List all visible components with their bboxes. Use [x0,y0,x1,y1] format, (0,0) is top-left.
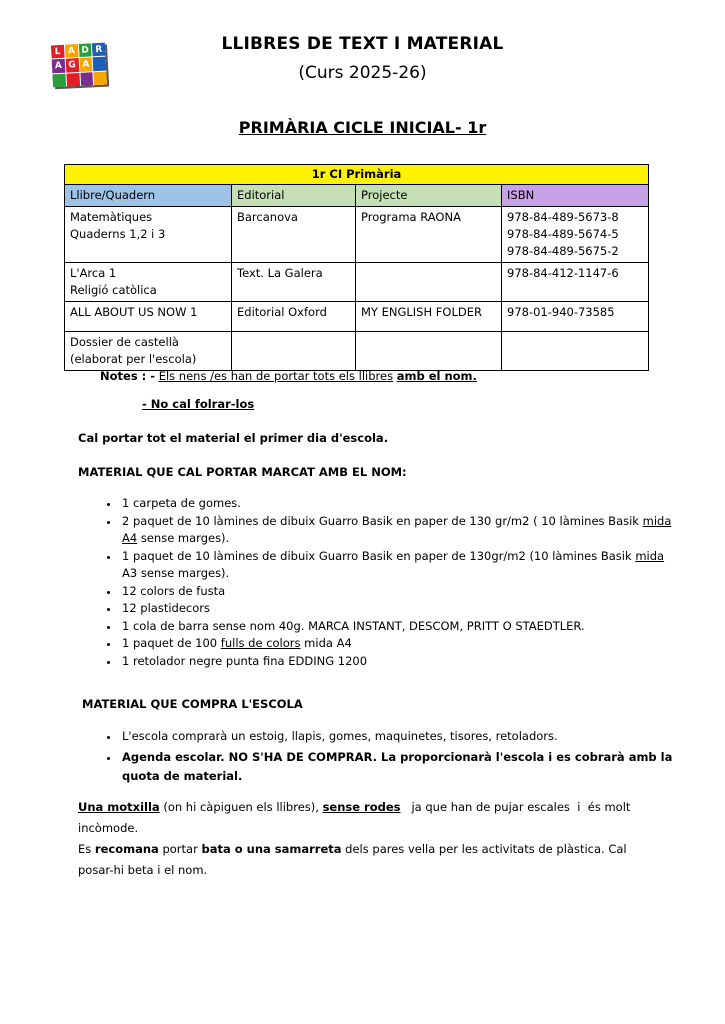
cell-isbn: 978-84-412-1147-6 [502,263,649,302]
material-marked-heading: MATERIAL QUE CAL PORTAR MARCAT AMB EL NOM: [78,465,407,479]
logo-tile: A [79,58,92,72]
logo-tile: R [92,43,105,57]
logo-tile: D [78,43,91,57]
list-item: • 1 paquet de 10 làmines de dibuix Guarro Basik en paper de 130gr/m2 (10 làmines Basik mida A3 sense marges). [120,548,680,583]
column-header-isbn: ISBN [502,185,649,207]
cell-editorial: Barcanova [232,207,356,263]
table-row [65,263,649,302]
note-no-cover: - No cal folrar-los [142,397,255,411]
cell-book: ALL ABOUT US NOW 1 [65,302,232,332]
list-item: • 1 carpeta de gomes. [120,495,680,513]
first-day-note: Cal portar tot el material el primer dia d'escola. [78,431,389,445]
cell-isbn: 978-84-489-5673-8 978-84-489-5674-5 978-84-489-5675-2 [502,207,649,263]
cell-project [356,263,502,302]
page-title: LLIBRES DE TEXT I MATERIAL [221,34,504,54]
column-header-book: Llibre/Quadern [65,185,232,207]
table-row [65,332,649,371]
cell-project: MY ENGLISH FOLDER [356,302,502,332]
note-books-bold: amb el nom. [396,369,477,383]
cell-project: Programa RAONA [356,207,502,263]
list-item: • Agenda escolar. NO S'HA DE COMPRAR. La proporcionarà l'escola i es cobrarà amb la quota de material. [120,748,680,786]
list-item: • 1 cola de barra sense nom 40g. MARCA INSTANT, DESCOM, PRITT O STAEDTLER. [120,618,680,636]
list-item: • 1 paquet de 100 fulls de colors mida A4 [120,635,680,653]
table-row [65,207,649,263]
backpack-paragraph: Una motxilla (on hi càpiguen els llibres), sense rodes ja que han de pujar escales i és molt incòmode. [78,800,635,835]
cell-editorial: Text. La Galera [232,263,356,302]
cell-project [356,332,502,371]
list-item: • L'escola comprarà un estoig, llapis, gomes, maquinetes, tisores, retoladors. [120,727,680,746]
column-header-project: Projecte [356,185,502,207]
logo-tile: G [65,58,78,72]
list-item: • 12 colors de fusta [120,583,680,601]
material-marked-list [78,495,680,670]
books-table [64,164,649,371]
list-item: • 12 plastidecors [120,600,680,618]
cell-isbn: 978-01-940-73585 [502,302,649,332]
course-year: (Curs 2025-26) [298,63,427,83]
cell-editorial [232,332,356,371]
cell-book: Matemàtiques Quaderns 1,2 i 3 [65,207,232,263]
logo-tile: A [52,59,65,73]
note-books-underlined: Els nens /es han de portar tots els llibres [158,369,394,383]
cell-editorial: Editorial Oxford [232,302,356,332]
smock-paragraph: Es recomana portar bata o una samarreta dels pares vella per les activitats de plàstica. Cal posar-hi beta i el nom. [78,842,627,877]
logo-tile: L [51,45,64,59]
section-title: PRIMÀRIA CICLE INICIAL- 1r [238,118,487,137]
list-item: • 2 paquet de 10 làmines de dibuix Guarro Basik en paper de 130 gr/m2 ( 10 làmines Basik mida A4 sense marges). [120,513,680,548]
notes [100,369,477,383]
logo-tile: A [65,44,78,58]
cell-isbn [502,332,649,371]
column-header-editorial: Editorial [232,185,356,207]
material-school-list [78,727,680,786]
cell-book: L'Arca 1 Religió catòlica [65,263,232,302]
notes-label: Notes : - [100,369,156,383]
list-item: • 1 retolador negre punta fina EDDING 1200 [120,653,680,671]
cell-book: Dossier de castellà (elaborat per l'escola) [65,332,232,371]
material-school-heading: MATERIAL QUE COMPRA L'ESCOLA [82,697,303,711]
table-row [65,302,649,332]
table-caption: 1r CI Primària [65,165,649,185]
